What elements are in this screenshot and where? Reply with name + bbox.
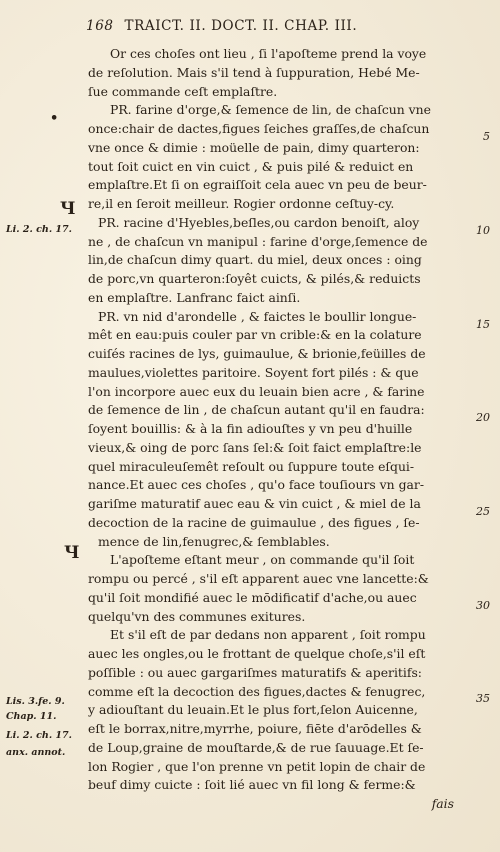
- line-number: 20: [476, 411, 490, 424]
- text-line: ſoyent bouillis: & à la fin adiouſtes y vn peu d'huille: [88, 421, 413, 436]
- text-line: auec les ongles,ou le frottant de quelque choſe,s'il eſt: [88, 646, 426, 661]
- pilcrow-mark-icon: •: [50, 111, 59, 126]
- text-line: tout ſoit cuict en vin cuict , & puis pilé & reduict en: [88, 158, 414, 174]
- text-line: mence de lin,fenugrec,& ſemblables.: [98, 533, 330, 549]
- margin-note: Li. 2. ch. 17.: [6, 730, 72, 741]
- text-line: once:chair de dactes,figues ſeiches graſſes,de chaſcun: [88, 121, 430, 136]
- text-line: PR. vn nid d'arondelle , & faictes le boullir longue-: [98, 308, 417, 324]
- text-line: lin,de chaſcun dimy quart. du miel, deux onces : oing: [88, 252, 422, 268]
- text-line: PR. racine d'Hyebles,beſles,ou cardon benoiſt, aloy: [98, 214, 420, 230]
- line-number: 15: [476, 318, 490, 331]
- running-head: [86, 18, 478, 40]
- text-line: vne once & dimie : moüelle de pain, dimy quarteron:: [88, 139, 420, 155]
- text-line: rompu ou percé , s'il eſt apparent auec vne lancette:&: [88, 571, 429, 586]
- page-number: 168: [86, 18, 114, 34]
- running-title: TRAICT. II. DOCT. II. CHAP. III.: [124, 18, 358, 34]
- text-line: cuiſés racines de lys, guimaulue, & brionie,feüilles de: [88, 346, 426, 361]
- text-line: lon Rogier , que l'on prenne vn petit lopin de chair de: [88, 758, 426, 774]
- text-line: vieux,& oing de porc ſans ſel:& ſoit faict emplaſtre:le: [88, 439, 422, 455]
- text-line: quelqu'vn des communes exitures.: [88, 608, 306, 624]
- text-line: Et s'il eſt de par dedans non apparent , ſoit rompu: [110, 627, 426, 643]
- text-line: ſue commande ceſt emplaſtre.: [88, 83, 278, 99]
- fleuron-icon: Ч: [64, 543, 80, 563]
- text-line: ne , de chaſcun vn manipul : farine d'orge,ſemence de: [88, 233, 428, 249]
- text-line: de ſemence de lin , de chaſcun autant qu'il en faudra:: [88, 402, 425, 418]
- text-line: y adiouſtant du leuain.Et le plus fort,ſelon Auicenne,: [88, 702, 418, 718]
- text-line: mêt en eau:puis couler par vn crible:& en la colature: [88, 327, 422, 343]
- text-line: decoction de la racine de guimaulue , des figues , ſe-: [88, 514, 420, 530]
- text-line: re,il en ſeroit meilleur. Rogier ordonne ceſtuy-cy.: [88, 196, 395, 211]
- text-line: gariſme maturatif auec eau & vin cuict , & miel de la: [88, 496, 421, 511]
- text-line: de reſolution. Mais s'il tend à ſuppuration, Hebé Me-: [88, 64, 420, 80]
- text-line: quel miraculeuſemêt reſoult ou ſuppure toute eſqui-: [88, 458, 415, 474]
- text-line: L'apoſteme eſtant meur , on commande qu'il ſoit: [110, 552, 415, 568]
- text-line: beuf dimy cuicte : ſoit lié auec vn fil long & ferme:&: [88, 777, 416, 793]
- text-line: de porc,vn quarteron:ſoyêt cuicts, & pilés,& reduicts: [88, 271, 421, 286]
- line-number: 25: [476, 505, 490, 518]
- text-line: emplaſtre.Et ſi on egraiſſoit cela auec vn peu de beur-: [88, 177, 427, 193]
- text-line: en emplaſtre. Lanfranc faict ainſi.: [88, 289, 301, 305]
- margin-note: Chap. 11.: [6, 711, 57, 722]
- text-line: eſt le borrax,nitre,myrrhe, poiure, fiēte d'arōdelles &: [88, 721, 422, 736]
- margin-note: Lis. 3.fe. 9.: [6, 696, 65, 707]
- text-line: maulues,violettes paritoire. Soyent fort pilés : & que: [88, 364, 419, 380]
- text-line: comme eſt la decoction des figues,dactes & fenugrec,: [88, 683, 426, 699]
- line-number: 35: [476, 692, 490, 705]
- line-number: 10: [476, 224, 490, 237]
- margin-note: anx. annot.: [6, 747, 66, 758]
- text-line: nance.Et auec ces choſes , qu'o face touſiours vn gar-: [88, 477, 425, 493]
- line-number: 30: [476, 599, 490, 612]
- catchword: fais: [431, 796, 454, 811]
- text-line: PR. farine d'orge,& ſemence de lin, de chaſcun vne: [110, 102, 431, 118]
- text-line: de Loup,graine de mouſtarde,& de rue ſauuage.Et ſe-: [88, 739, 424, 755]
- fleuron-icon: Ч: [60, 199, 76, 219]
- text-line: poſſible : ou auec gargariſmes maturatifs & aperitifs:: [88, 664, 422, 680]
- text-line: Or ces choſes ont lieu , ſi l'apoſteme prend la voye: [110, 46, 427, 61]
- text-line: qu'il ſoit mondifié auec le mōdificatif d'ache,ou auec: [88, 589, 417, 605]
- body-text: [88, 45, 478, 814]
- line-number: 5: [483, 130, 490, 143]
- margin-note: Li. 2. ch. 17.: [6, 224, 72, 235]
- text-line: l'on incorpore auec eux du leuain bien acre , & farine: [88, 383, 425, 399]
